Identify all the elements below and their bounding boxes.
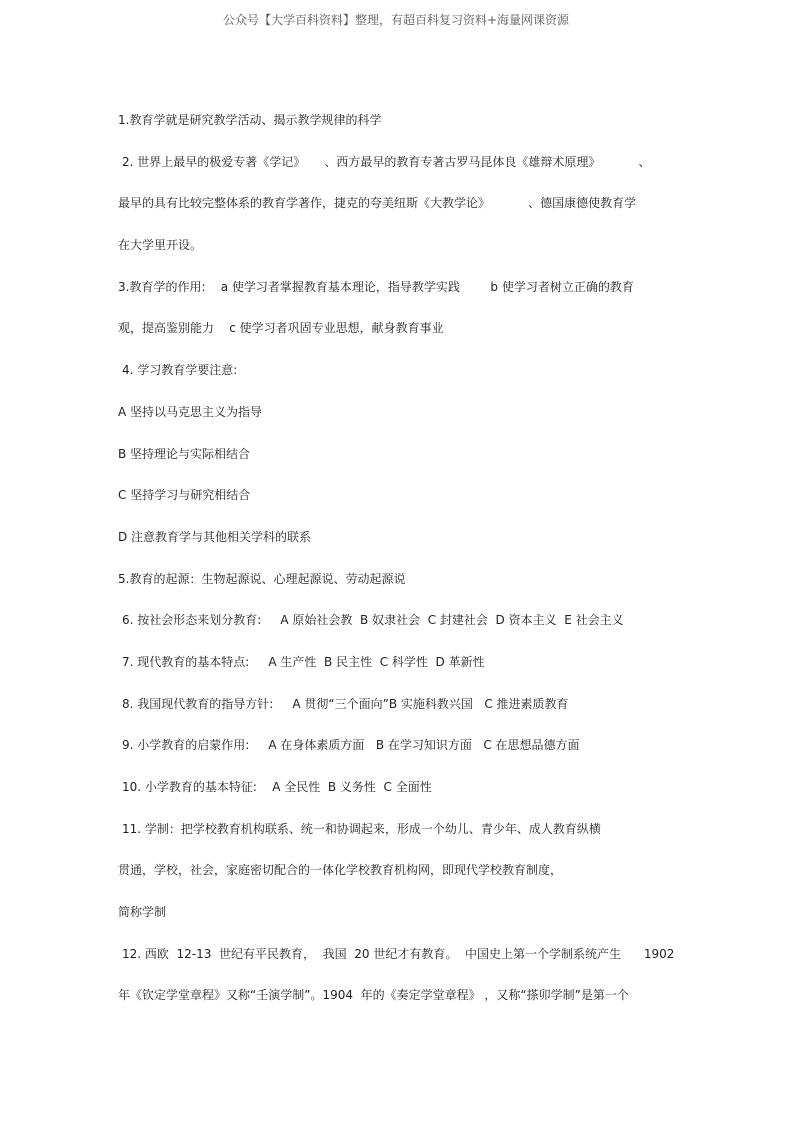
document-body: [118, 110, 698, 1027]
text-line: 7. 现代教育的基本特点: A 生产性 B 民主性 C 科学性 D 革新性: [122, 654, 485, 669]
text-line: 5.教育的起源：生物起源说、心理起源说、劳动起源说: [118, 571, 406, 586]
text-line: 观，提高鉴别能力 c 使学习者巩固专业思想，献身教育事业: [118, 321, 444, 336]
text-line: D 注意教育学与其他相关学科的联系: [118, 529, 312, 544]
text-line: 10. 小学教育的基本特征: A 全民性 B 义务性 C 全面性: [122, 780, 432, 794]
text-line: 3.教育学的作用: a 使学习者掌握教育基本理论，指导教学实践 b 使学习者树立正确的教育: [118, 279, 634, 294]
text-line: 12. 西欧 12-13 世纪有平民教育， 我国 20 世纪才有教育。 中国史上第一个学制系统产生 1902: [122, 946, 675, 961]
text-line: 简称学制: [118, 905, 167, 920]
text-line: 在大学里开设。: [118, 238, 203, 253]
text-line: A 坚持以马克思主义为指导: [118, 404, 263, 419]
text-line: 最早的具有比较完整体系的教育学著作，捷克的夸美纽斯《大教学论》 、德国康德使教育学: [118, 196, 637, 211]
text-line: C 坚持学习与研究相结合: [118, 488, 251, 503]
text-line: 1.教育学就是研究教学活动、揭示教学规律的科学: [118, 113, 382, 127]
text-line: 6. 按社会形态来划分教育: A 原始社会教 B 奴隶社会 C 封建社会 D 资本主义 E 社会主义: [122, 613, 624, 628]
text-line: 年《钦定学堂章程》又称“壬演学制”。1904 年的《奏定学堂章程》 ，又称“搽卯学制”是第一个: [118, 988, 629, 1003]
text-line: 11. 学制：把学校教育机构联系、统一和协调起来，形成一个幼儿、青少年、成人教育纵横: [122, 821, 601, 836]
text-line: 贯通，学校，社会，家庭密切配合的一体化学校教育机构网，即现代学校教育制度，: [118, 863, 563, 878]
text-line: 4. 学习教育学要注意:: [122, 363, 238, 378]
text-line: 2. 世界上最早的极爱专著《学记》 、西方最早的教育专著古罗马昆体良《雄辩术原理》 、: [122, 154, 651, 169]
text-line: B 坚持理论与实际相结合: [118, 446, 251, 461]
text-line: 8. 我国现代教育的指导方针: A 贯彻“三个面向”B 实施科教兴国 C 推进素质教育: [122, 696, 569, 711]
text-line: 9. 小学教育的启蒙作用: A 在身体素质方面 B 在学习知识方面 C 在思想品德方面: [122, 738, 580, 753]
page-header: 公众号【大学百科资料】整理，有超百科复习资料+海量网课资源: [222, 13, 570, 27]
